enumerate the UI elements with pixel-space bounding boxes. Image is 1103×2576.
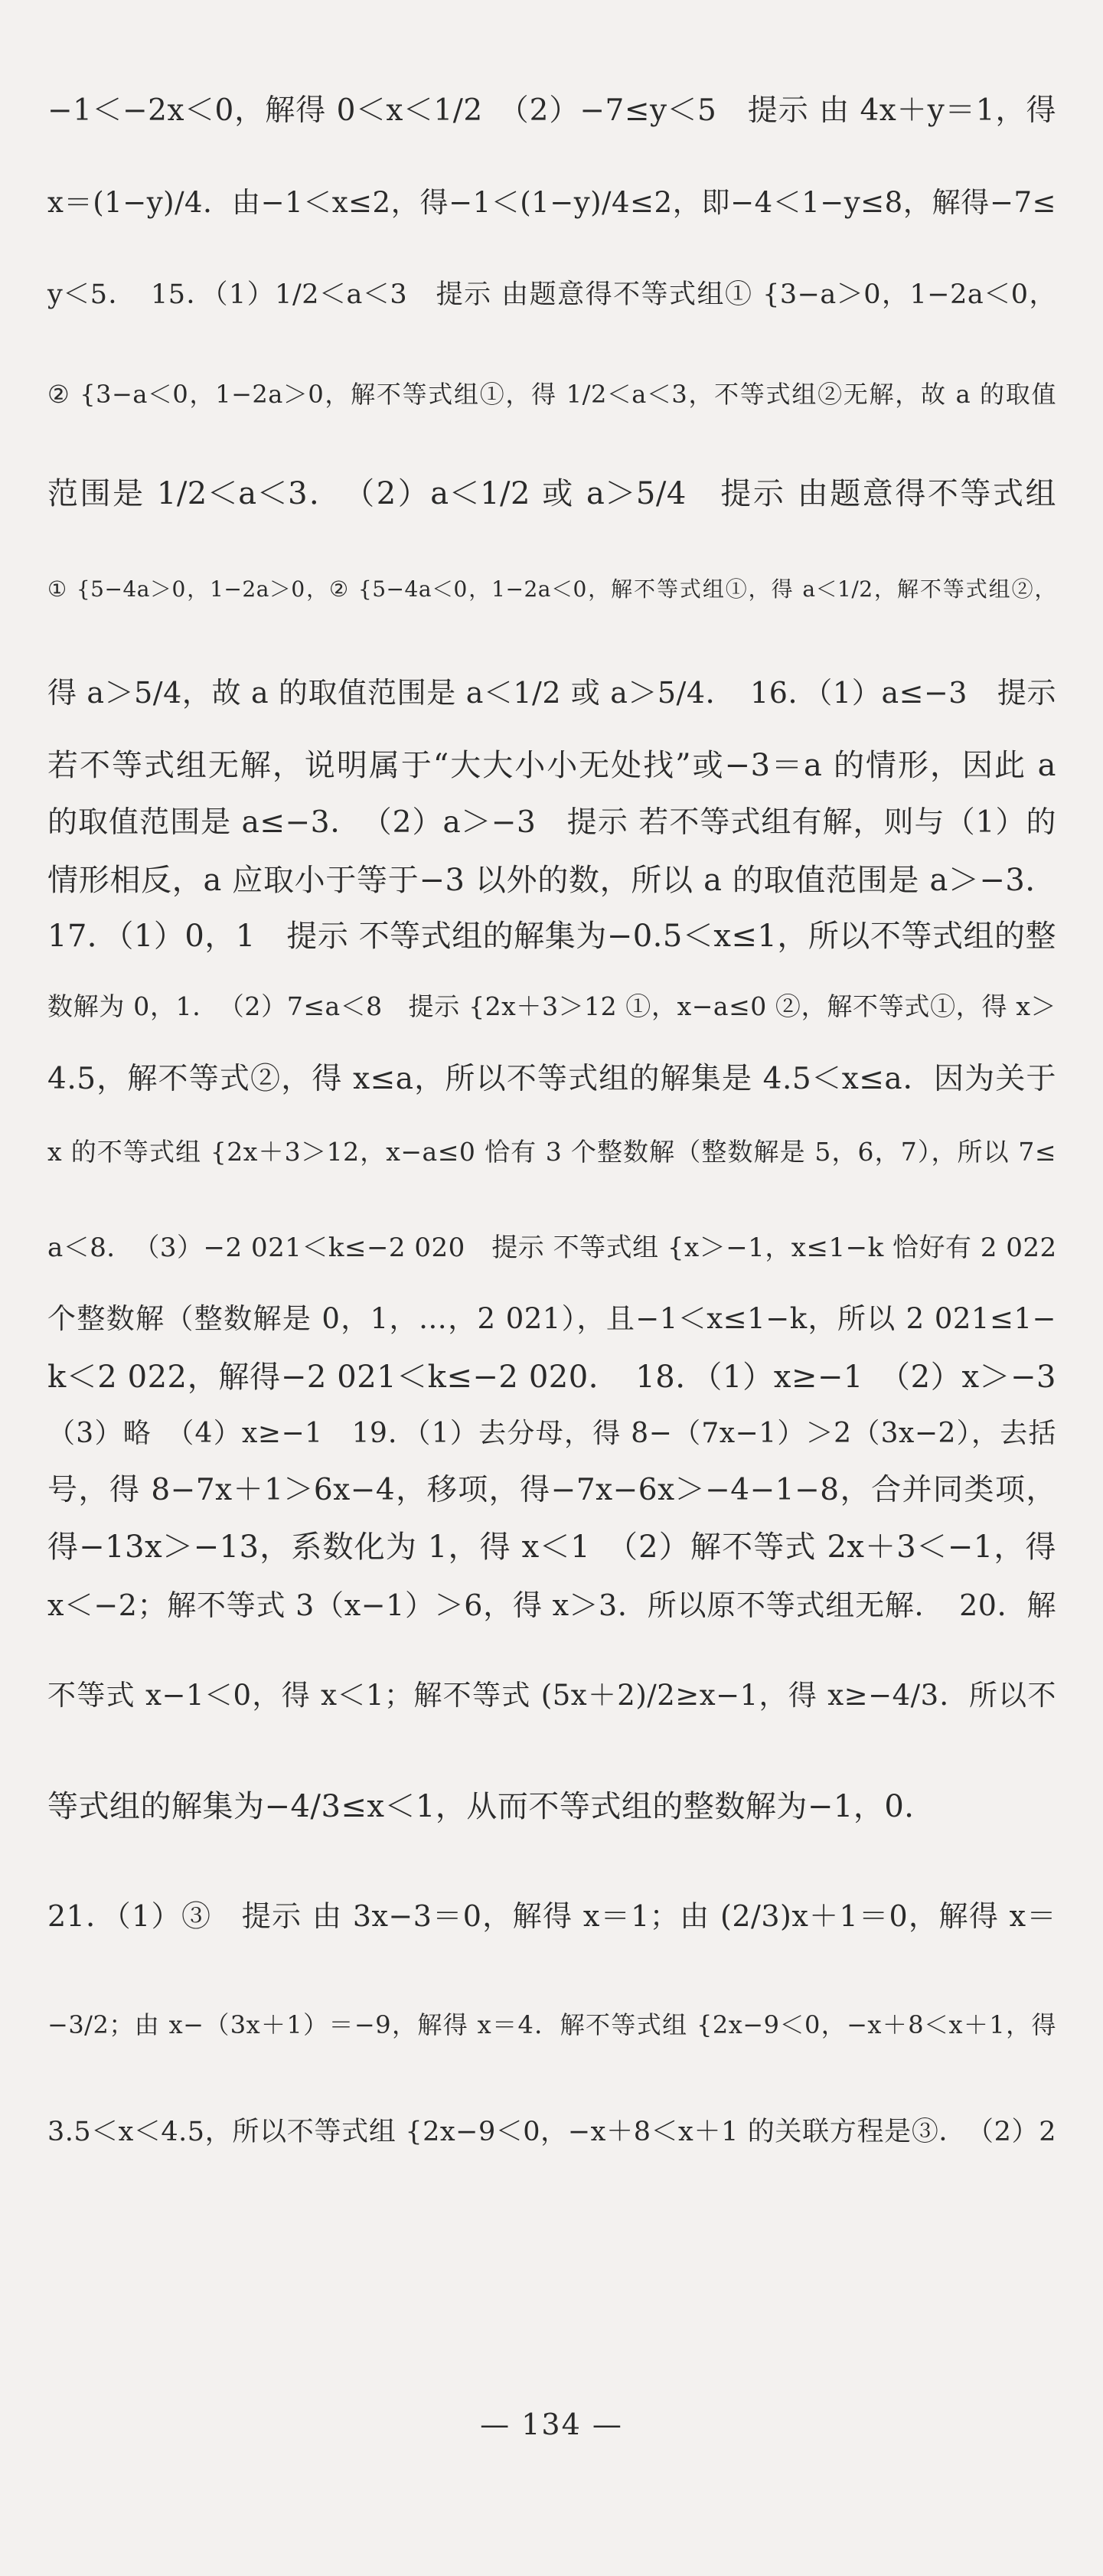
- text-line-7: 得 a＞5/4，故 a 的取值范围是 a＜1/2 或 a＞5/4． 16．（1）a≤−3 提示: [47, 676, 1056, 710]
- text-line-5: 范围是 1/2＜a＜3． （2）a＜1/2 或 a＞5/4 提示 由题意得不等式组: [47, 476, 1056, 511]
- text-line-11: 17．（1）0，1 提示 不等式组的解集为−0.5＜x≤1，所以不等式组的整: [47, 919, 1056, 954]
- text-line-22: 不等式 x−1＜0，得 x＜1；解不等式 (5x＋2)/2≥x−1，得 x≥−4/3．所以不: [47, 1679, 1056, 1712]
- text-line-16: 个整数解（整数解是 0，1，…，2 021），且−1＜x≤1−k，所以 2 021≤1−: [47, 1302, 1056, 1335]
- text-line-13: 4.5，解不等式②，得 x≤a，所以不等式组的解集是 4.5＜x≤a．因为关于: [47, 1062, 1056, 1096]
- page-number: — 134 —: [480, 2408, 623, 2441]
- text-line-18: （3）略 （4）x≥−1 19．（1）去分母，得 8−（7x−1）＞2（3x−2），去括: [47, 1418, 1056, 1449]
- text-line-23: 等式组的解集为−4/3≤x＜1，从而不等式组的整数解为−1，0．: [47, 1789, 935, 1824]
- text-line-25: −3/2；由 x−（3x＋1）＝−9，解得 x＝4．解不等式组 {2x−9＜0，−x＋8＜x＋1，得: [47, 2010, 1056, 2039]
- text-line-20: 得−13x＞−13，系数化为 1，得 x＜1 （2）解不等式 2x＋3＜−1，得: [47, 1530, 1056, 1565]
- text-line-26: 3.5＜x＜4.5，所以不等式组 {2x−9＜0，−x＋8＜x＋1 的关联方程是③． （2）2: [47, 2117, 1056, 2147]
- text-line-10: 情形相反，a 应取小于等于−3 以外的数，所以 a 的取值范围是 a＞−3．: [47, 863, 1056, 898]
- text-line-9: 的取值范围是 a≤−3． （2）a＞−3 提示 若不等式组有解，则与（1）的: [47, 805, 1056, 840]
- text-line-24: 21．（1）③ 提示 由 3x−3＝0，解得 x＝1；由 (2/3)x＋1＝0，解得 x＝: [47, 1899, 1056, 1933]
- text-line-15: a＜8． （3）−2 021＜k≤−2 020 提示 不等式组 {x＞−1，x≤1−k 恰好有 2 022: [47, 1232, 1057, 1263]
- text-line-4: ② {3−a＜0，1−2a＞0，解不等式组①，得 1/2＜a＜3，不等式组②无解，故 a 的取值: [47, 380, 1056, 409]
- text-line-17: k＜2 022，解得−2 021＜k≤−2 020． 18．（1）x≥−1 （2）x＞−3: [47, 1360, 1056, 1395]
- text-line-1: −1＜−2x＜0，解得 0＜x＜1/2 （2）−7≤y＜5 提示 由 4x＋y＝1，得: [47, 93, 1056, 128]
- text-line-8: 若不等式组无解，说明属于“大大小小无处找”或−3＝a 的情形，因此 a: [47, 748, 1056, 783]
- text-line-6: ① {5−4a＞0，1−2a＞0，② {5−4a＜0，1−2a＜0，解不等式组①，得 a＜1/2，解不等式组②，: [47, 576, 1056, 602]
- text-line-14: x 的不等式组 {2x＋3＞12，x−a≤0 恰有 3 个整数解（整数解是 5，6，7），所以 7≤: [47, 1137, 1056, 1167]
- text-line-19: 号，得 8−7x＋1＞6x−4，移项，得−7x−6x＞−4−1−8，合并同类项，: [47, 1473, 1056, 1507]
- text-line-12: 数解为 0，1． （2）7≤a＜8 提示 {2x＋3＞12 ①，x−a≤0 ②，解不等式①，得 x＞: [47, 991, 1056, 1021]
- text-line-2: x＝(1−y)/4．由−1＜x≤2，得−1＜(1−y)/4≤2，即−4＜1−y≤8，解得−7≤: [47, 186, 1056, 219]
- text-line-21: x＜−2；解不等式 3（x−1）＞6，得 x＞3．所以原不等式组无解． 20．解: [47, 1588, 1056, 1622]
- text-line-3: y＜5． 15．（1）1/2＜a＜3 提示 由题意得不等式组① {3−a＞0，1−2a＜0，: [47, 279, 1056, 310]
